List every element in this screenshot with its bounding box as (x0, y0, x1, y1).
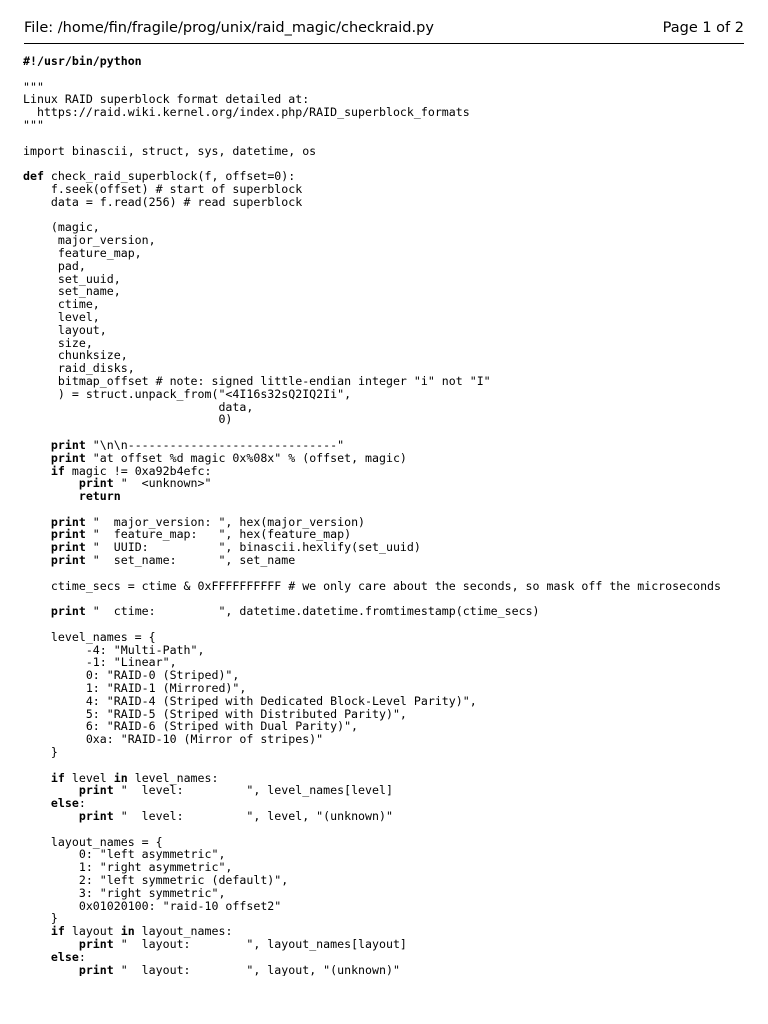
code-text: ctime, (23, 297, 100, 312)
code-text: 1: "right asymmetric", (23, 860, 233, 875)
code-text: check_raid_superblock(f, offset=0): (43, 169, 296, 184)
code-line (23, 196, 760, 209)
code-text: ) = struct.unpack_from("<4I16s32sQ2IQ2Ii", (23, 386, 352, 401)
code-text: 6: "RAID-6 (Striped with Dual Parity)", (23, 719, 359, 734)
code-keyword: if (50, 770, 65, 785)
code-keyword: print (50, 604, 86, 619)
code-text: layout_names = { (23, 834, 163, 849)
code-text: """ (23, 117, 44, 132)
code-keyword: else (50, 949, 79, 964)
code-line (23, 964, 760, 977)
code-text: " set_name: ", set_name (85, 553, 296, 568)
code-text: """ (23, 79, 44, 94)
code-keyword: print (78, 962, 114, 977)
code-text: major_version, (23, 233, 156, 248)
code-text: " UUID: ", binascii.hexlify(set_uuid) (85, 540, 421, 555)
code-line (23, 810, 760, 823)
code-keyword: print (50, 527, 86, 542)
code-text: data = f.read(256) # read superblock (23, 194, 303, 209)
code-text: 2: "left symmetric (default)", (23, 873, 289, 887)
code-text: Linux RAID superblock format detailed at: (23, 92, 310, 107)
code-keyword: return (78, 489, 121, 504)
code-text: 1: "RAID-1 (Mirrored)", (23, 681, 247, 696)
code-text: level_names = { (23, 629, 156, 644)
code-line (23, 746, 760, 759)
code-text: bitmap_offset # note: signed little-endian integer "i" not "I" (23, 373, 491, 388)
code-text: : (78, 796, 86, 811)
code-text: feature_map, (23, 245, 142, 260)
code-line (23, 285, 760, 298)
code-text: import binascii, struct, sys, datetime, os (23, 143, 317, 158)
code-text: set_uuid, (23, 271, 121, 286)
code-line (23, 938, 760, 951)
code-line (23, 554, 760, 567)
code-keyword: if (50, 463, 65, 478)
code-listing (23, 55, 760, 976)
code-line (23, 413, 760, 426)
code-keyword: print (78, 809, 114, 824)
code-keyword: print (50, 514, 86, 529)
code-text: data, (23, 399, 254, 414)
code-text: pad, (23, 258, 86, 273)
code-line (23, 337, 760, 350)
code-text: 0xa: "RAID-10 (Mirror of stripes)" (23, 732, 324, 747)
code-text: " level: ", level_names[level] (113, 783, 393, 798)
code-text: } (23, 911, 58, 926)
code-text (23, 553, 51, 567)
code-line (23, 311, 760, 324)
code-text: https://raid.wiki.kernel.org/index.php/RAID_superblock_formats (23, 105, 470, 120)
code-text (23, 963, 79, 977)
code-text: } (23, 745, 58, 760)
code-text: " major_version: ", hex(major_version) (85, 514, 366, 529)
code-text: "at offset %d magic 0x%08x" % (offset, magic) (85, 450, 407, 465)
code-line (23, 580, 760, 593)
code-line (23, 733, 760, 746)
code-keyword: #!/usr/bin/python (23, 55, 142, 68)
code-line (23, 247, 760, 260)
code-keyword: print (78, 783, 114, 798)
code-text: layout, (23, 322, 107, 337)
code-keyword: in (113, 770, 128, 785)
code-line (23, 477, 760, 490)
code-text: " <unknown>" (113, 476, 212, 491)
code-line (23, 106, 760, 119)
code-text: size, (23, 335, 93, 350)
code-line (23, 784, 760, 797)
code-text: 0) (23, 412, 233, 427)
page-number: Page 1 of 2 (662, 20, 744, 36)
code-line (23, 490, 760, 503)
code-text: : (78, 949, 86, 964)
code-text: " layout: ", layout, "(unknown)" (113, 962, 400, 977)
code-text: layout_names: (134, 924, 233, 939)
code-text: layout (64, 924, 121, 939)
code-text: " ctime: ", datetime.datetime.fromtimestamp(ctime_secs) (85, 604, 540, 619)
code-text: level, (23, 309, 100, 324)
code-text (23, 809, 79, 823)
code-text: 4: "RAID-4 (Striped with Dedicated Block-Level Parity)", (23, 693, 477, 708)
code-text: level (64, 770, 114, 785)
code-text: magic != 0xa92b4efc: (64, 463, 212, 478)
code-text: ctime_secs = ctime & 0xFFFFFFFFFF # we only care about the seconds, so mask off the microseconds (23, 578, 722, 593)
page-header (24, 20, 744, 44)
code-keyword: print (50, 553, 86, 568)
code-line (23, 209, 760, 222)
code-keyword: print (78, 936, 114, 951)
code-text: level_names: (127, 770, 219, 785)
code-keyword: print (50, 437, 86, 452)
code-keyword: print (50, 540, 86, 555)
code-text: " level: ", level, "(unknown)" (113, 809, 393, 824)
file-path: File: /home/fin/fragile/prog/unix/raid_magic/checkraid.py (24, 20, 434, 36)
code-text: " feature_map: ", hex(feature_map) (85, 527, 352, 542)
code-text: 0: "left asymmetric", (23, 847, 226, 862)
code-text: 0x01020100: "raid-10 offset2" (23, 898, 282, 913)
code-text: (magic, (23, 220, 100, 235)
code-line (23, 68, 760, 81)
code-text: set_name, (23, 284, 121, 299)
code-keyword: if (50, 924, 65, 939)
code-text: -1: "Linear", (23, 655, 177, 670)
code-line (23, 145, 760, 158)
code-keyword: else (50, 796, 79, 811)
code-text: 5: "RAID-5 (Striped with Distributed Parity)", (23, 706, 407, 721)
code-line (23, 900, 760, 913)
code-text: 0: "RAID-0 (Striped)", (23, 668, 240, 683)
code-text: chunksize, (23, 348, 128, 363)
code-line (23, 298, 760, 311)
code-line (23, 605, 760, 618)
code-text: f.seek(offset) # start of superblock (23, 181, 303, 196)
code-text: "\n\n------------------------------" (85, 437, 345, 452)
code-text: " layout: ", layout_names[layout] (113, 936, 407, 951)
code-line (23, 260, 760, 273)
code-text: -4: "Multi-Path", (23, 642, 205, 657)
code-line (23, 55, 760, 68)
code-line (23, 324, 760, 337)
code-text: raid_disks, (23, 361, 135, 376)
code-keyword: print (50, 450, 86, 465)
code-text: 3: "right symmetric", (23, 885, 226, 900)
code-keyword: print (78, 476, 114, 491)
code-text (23, 489, 79, 503)
code-line (23, 273, 760, 286)
code-keyword: def (23, 169, 44, 184)
code-keyword: in (120, 924, 135, 939)
code-line (23, 119, 760, 132)
